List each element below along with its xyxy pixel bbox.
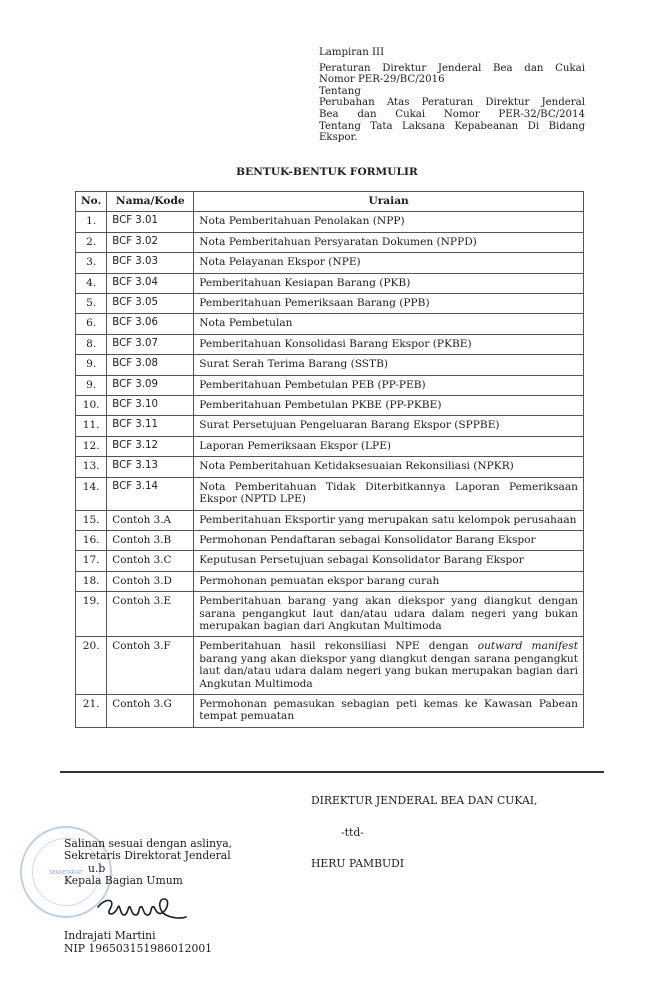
row-uraian: Pemberitahuan Pembetulan PKBE (PP-PKBE): [194, 396, 584, 416]
row-kode: Contoh 3.B: [107, 530, 194, 550]
official-name: Indrajati Martini: [64, 929, 156, 942]
table-row: [76, 530, 584, 550]
lampiran-label: Lampiran III: [319, 47, 385, 58]
director-signature-block: [311, 794, 538, 870]
row-kode: BCF 3.06: [107, 314, 194, 334]
row-kode: Contoh 3.G: [107, 694, 194, 727]
table-row: [76, 375, 584, 395]
row-no: 4.: [76, 273, 107, 293]
row-uraian: Keputusan Persetujuan sebagai Konsolidator Barang Ekspor: [194, 551, 584, 571]
row-kode: BCF 3.01: [107, 212, 194, 232]
table-row: [76, 396, 584, 416]
row-uraian: Pemberitahuan Eksportir yang merupakan satu kelompok perusahaan: [194, 510, 584, 530]
row-no: 20.: [76, 637, 107, 695]
table-row: [76, 212, 584, 232]
row-kode: Contoh 3.F: [107, 637, 194, 695]
table-row: [76, 510, 584, 530]
row-no: 18.: [76, 571, 107, 591]
row-kode: Contoh 3.E: [107, 592, 194, 637]
row-uraian: Laporan Pemeriksaan Ekspor (LPE): [194, 436, 584, 456]
table-row: [76, 334, 584, 354]
row-uraian: Permohonan pemasukan sebagian peti kemas ke Kawasan Pabean tempat pemuatan: [194, 694, 584, 727]
row-no: 19.: [76, 592, 107, 637]
row-kode: Contoh 3.C: [107, 551, 194, 571]
subject-line: Perubahan Atas Peraturan Direktur Jenderal: [319, 97, 585, 109]
row-uraian: [194, 637, 584, 695]
ub-line: u.b: [88, 861, 106, 875]
row-no: 17.: [76, 551, 107, 571]
table-row: [76, 637, 584, 695]
row-uraian: Nota Pemberitahuan Penolakan (NPP): [194, 212, 584, 232]
row-no: 9.: [76, 375, 107, 395]
row-kode: BCF 3.08: [107, 355, 194, 375]
ttd-mark: -ttd-: [341, 826, 364, 839]
row-uraian: Surat Serah Terima Barang (SSTB): [194, 355, 584, 375]
row-kode: BCF 3.03: [107, 253, 194, 273]
column-header-uraian: Uraian: [194, 192, 584, 212]
row-no: 5.: [76, 294, 107, 314]
official-identity-block: [64, 929, 212, 955]
forms-table: [75, 191, 584, 728]
row-uraian: Pemberitahuan Pembetulan PEB (PP-PEB): [194, 375, 584, 395]
subject-line: Tentang Tata Laksana Kepabeanan Di Bidang: [319, 120, 585, 132]
director-name: HERU PAMBUDI: [311, 857, 405, 870]
row-uraian: Pemberitahuan Konsolidasi Barang Ekspor (PKBE): [194, 334, 584, 354]
row-uraian: Pemberitahuan Kesiapan Barang (PKB): [194, 273, 584, 293]
row-kode: BCF 3.11: [107, 416, 194, 436]
tentang-label: Tentang: [319, 85, 361, 97]
handwritten-signature-icon: [96, 893, 188, 925]
regulation-number: Nomor PER-29/BC/2016: [319, 74, 445, 86]
table-row: [76, 232, 584, 252]
row-uraian: Nota Pembetulan: [194, 314, 584, 334]
table-header-row: [76, 192, 584, 212]
row-no: 1.: [76, 212, 107, 232]
attachment-header: [319, 47, 585, 144]
official-nip: NIP 196503151986012001: [64, 942, 213, 955]
director-title: DIREKTUR JENDERAL BEA DAN CUKAI,: [311, 794, 538, 807]
row-no: 11.: [76, 416, 107, 436]
row-uraian: Nota Pemberitahuan Tidak Diterbitkannya Laporan Pemeriksaan Ekspor (NPTD LPE): [194, 477, 584, 510]
row-kode: Contoh 3.A: [107, 510, 194, 530]
row-uraian: Nota Pemberitahuan Ketidaksesuaian Rekonsiliasi (NPKR): [194, 457, 584, 477]
secretary-line: Sekretaris Direktorat Jenderal: [64, 849, 231, 863]
table-row: [76, 592, 584, 637]
subject-line: Bea dan Cukai Nomor PER-32/BC/2014: [319, 108, 585, 120]
uraian-italic-term: outward manifest: [477, 640, 578, 653]
row-kode: BCF 3.14: [107, 477, 194, 510]
row-no: 3.: [76, 253, 107, 273]
subject-line: Ekspor.: [319, 132, 358, 144]
table-row: [76, 253, 584, 273]
table-row: [76, 571, 584, 591]
table-row: [76, 314, 584, 334]
table-row: [76, 551, 584, 571]
row-uraian: Permohonan Pendaftaran sebagai Konsolidator Barang Ekspor: [194, 530, 584, 550]
row-no: 8.: [76, 334, 107, 354]
table-row: [76, 436, 584, 456]
table-row: [76, 457, 584, 477]
table-row: [76, 477, 584, 510]
stamp-text: SEKRETARIAT: [49, 870, 83, 876]
row-kode: BCF 3.10: [107, 396, 194, 416]
head-of-division-line: Kepala Bagian Umum: [64, 873, 183, 887]
row-kode: BCF 3.13: [107, 457, 194, 477]
regulation-line: Peraturan Direktur Jenderal Bea dan Cukai: [319, 62, 585, 74]
row-uraian: Permohonan pemuatan ekspor barang curah: [194, 571, 584, 591]
row-no: 12.: [76, 436, 107, 456]
document-title: BENTUK-BENTUK FORMULIR: [236, 166, 418, 178]
row-kode: BCF 3.12: [107, 436, 194, 456]
row-kode: BCF 3.07: [107, 334, 194, 354]
table-row: [76, 294, 584, 314]
certified-copy-block: [64, 838, 232, 887]
row-no: 2.: [76, 232, 107, 252]
column-header-kode: Nama/Kode: [107, 192, 194, 212]
column-header-no: No.: [76, 192, 107, 212]
row-uraian: Nota Pemberitahuan Persyaratan Dokumen (NPPD): [194, 232, 584, 252]
table-row: [76, 273, 584, 293]
uraian-text: Pemberitahuan hasil rekonsiliasi NPE dengan: [199, 640, 478, 653]
row-no: 9.: [76, 355, 107, 375]
row-kode: BCF 3.09: [107, 375, 194, 395]
row-uraian: Pemberitahuan Pemeriksaan Barang (PPB): [194, 294, 584, 314]
row-uraian: Pemberitahuan barang yang akan diekspor yang diangkut dengan sarana pengangkut laut dan/atau udara dalam negeri yang bukan merupakan bagian dari Angkutan Multimoda: [194, 592, 584, 637]
row-no: 21.: [76, 694, 107, 727]
row-kode: Contoh 3.D: [107, 571, 194, 591]
row-no: 14.: [76, 477, 107, 510]
table-row: [76, 355, 584, 375]
row-no: 16.: [76, 530, 107, 550]
row-kode: BCF 3.04: [107, 273, 194, 293]
certified-copy-line: Salinan sesuai dengan aslinya,: [64, 837, 233, 850]
row-uraian: Surat Persetujuan Pengeluaran Barang Ekspor (SPPBE): [194, 416, 584, 436]
row-no: 15.: [76, 510, 107, 530]
row-kode: BCF 3.02: [107, 232, 194, 252]
row-no: 13.: [76, 457, 107, 477]
row-no: 6.: [76, 314, 107, 334]
row-no: 10.: [76, 396, 107, 416]
row-uraian: Nota Pelayanan Ekspor (NPE): [194, 253, 584, 273]
table-row: [76, 416, 584, 436]
horizontal-divider: [60, 771, 604, 773]
table-row: [76, 694, 584, 727]
uraian-text: barang yang akan diekspor yang diangkut dengan sarana pengangkut laut dan/atau udara dalam negeri yang bukan merupakan bagian dari Angkutan Multimoda: [199, 652, 578, 690]
row-kode: BCF 3.05: [107, 294, 194, 314]
